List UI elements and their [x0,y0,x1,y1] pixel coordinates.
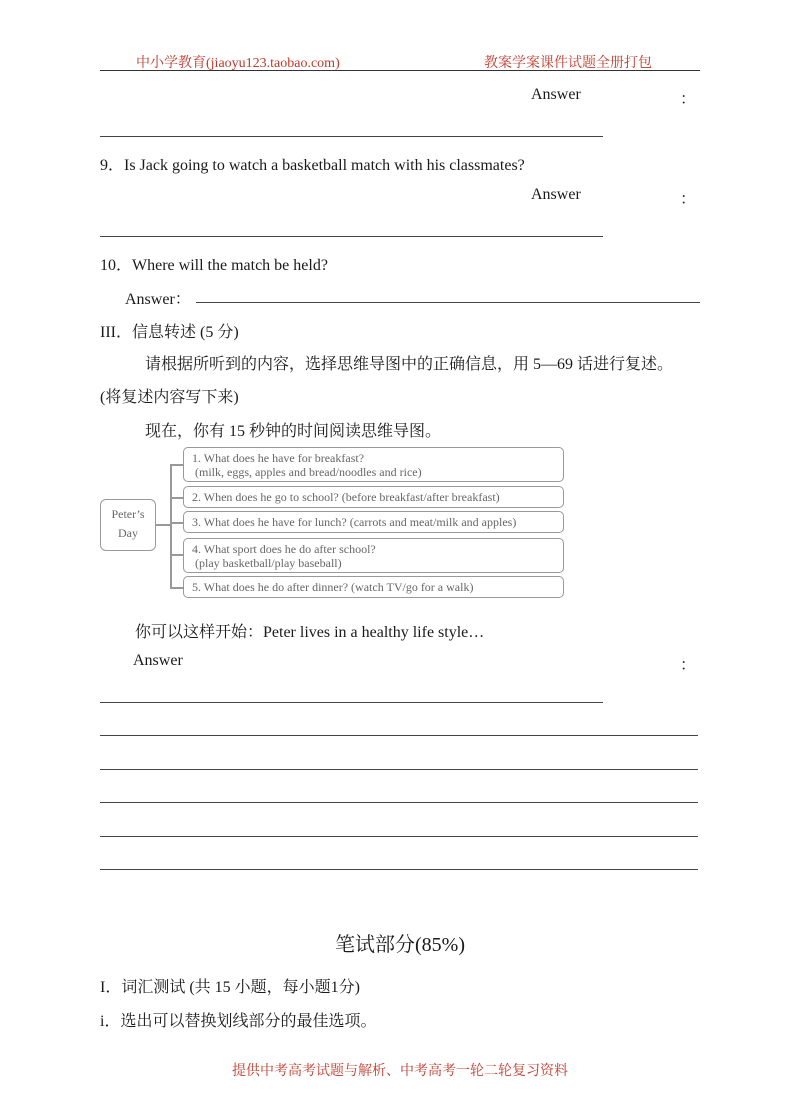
answer-line[interactable] [100,735,698,736]
question-9: 9．Is Jack going to watch a basketball match with his classmates? [100,157,525,174]
mindmap-item-question: 1. What does he have for breakfast? [192,451,365,465]
answer-line[interactable] [196,302,700,303]
answer-line[interactable] [100,136,603,137]
part3-instruction-1: 请根据所听到的内容，选择思维导图中的正确信息，用 5—69 话进行复述。 [145,356,674,373]
mindmap-item-2 [183,486,564,508]
answer-line[interactable] [100,769,698,770]
answer-colon: ： [680,191,697,208]
mindmap-item-1 [183,447,564,482]
written-sub-i: i．选出可以替换划线部分的最佳选项。 [100,1013,377,1030]
mindmap-branch [170,554,183,556]
mindmap-trunk [170,464,172,588]
mindmap-root-line2: Day [118,526,138,540]
part3-title: III．信息转述 (5 分) [100,324,239,341]
written-section-title: 笔试部分(85%) [335,934,465,956]
answer-line[interactable] [100,702,603,703]
mindmap-item-3 [183,511,564,533]
header-left-text: 中小学教育(jiaoyu123.taobao.com) [136,56,340,71]
mindmap-item-options: (play basketball/play baseball) [195,556,342,570]
part3-time-note: 现在，你有 15 秒钟的时间阅读思维导图。 [145,423,442,440]
answer-line[interactable] [100,869,698,870]
answer-colon: ： [680,91,697,108]
mindmap-item-question: 2. When does he go to school? (before breakfast/after breakfast) [192,490,500,504]
start-hint: 你可以这样开始：Peter lives in a healthy life style… [135,624,485,641]
answer-line[interactable] [100,236,603,237]
mindmap-branch [170,497,183,499]
answer-label: Answer [531,186,581,203]
mindmap-root [100,499,156,551]
mindmap-item-4 [183,538,564,573]
mindmap-branch [170,587,183,589]
mindmap-connector [156,524,170,526]
question-10: 10．Where will the match be held? [100,257,328,274]
answer-label: Answer： [125,291,191,308]
mindmap-item-options: (milk, eggs, apples and bread/noodles and rice) [195,465,422,479]
footer-text: 提供中考高考试题与解析、中考高考一轮二轮复习资料 [232,1064,568,1079]
mindmap-item-5 [183,576,564,598]
mindmap-item-question: 3. What does he have for lunch? (carrots and meat/milk and apples) [192,515,517,529]
answer-label: Answer [133,652,183,669]
header-divider [100,70,700,71]
mindmap-branch [170,522,183,524]
answer-label: Answer [531,86,581,103]
answer-colon: ： [680,657,697,674]
part3-instruction-2: (将复述内容写下来) [100,389,239,406]
header-right-text: 教案学案课件试题全册打包 [484,56,652,71]
mindmap-item-question: 5. What does he do after dinner? (watch TV/go for a walk) [192,580,474,594]
mindmap-root-line1: Peter’s [111,507,145,521]
written-part1-title: I．词汇测试 (共 15 小题，每小题1分) [100,979,360,996]
mindmap-item-question: 4. What sport does he do after school? [192,542,376,556]
answer-line[interactable] [100,802,698,803]
mindmap-branch [170,464,183,466]
answer-line[interactable] [100,836,698,837]
